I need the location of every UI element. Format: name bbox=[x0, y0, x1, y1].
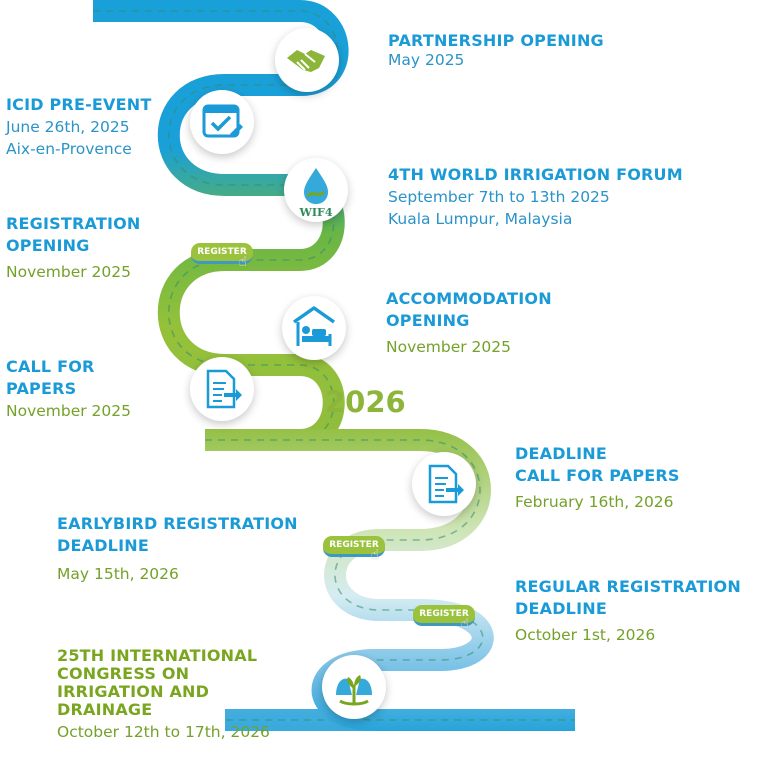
register-button-3[interactable] bbox=[413, 605, 475, 632]
event-icid-pre-event bbox=[6, 94, 151, 160]
event-date: May 15th, 2026 bbox=[57, 565, 179, 583]
event-title-line: OPENING bbox=[386, 311, 470, 330]
hands-plant-icon bbox=[322, 655, 386, 719]
document-arrow-icon bbox=[412, 452, 476, 516]
event-title-line: DEADLINE bbox=[515, 599, 607, 618]
event-date: February 16th, 2026 bbox=[515, 493, 674, 511]
event-title-line: CALL FOR PAPERS bbox=[515, 466, 680, 485]
event-earlybird-registration-deadline bbox=[57, 513, 298, 585]
event-date: November 2025 bbox=[386, 338, 512, 356]
event-title-line: ACCOMMODATION bbox=[386, 289, 552, 308]
event-title-line: DEADLINE bbox=[57, 536, 149, 555]
event-registration-opening bbox=[6, 213, 141, 283]
event-regular-registration-deadline bbox=[515, 576, 741, 646]
pointer-hand-icon: ☝ bbox=[370, 547, 379, 563]
event-date: November 2025 bbox=[6, 263, 132, 281]
event-date: November 2025 bbox=[6, 402, 132, 420]
event-title-line: 25TH INTERNATIONAL bbox=[57, 646, 258, 665]
event-title-line: DEADLINE bbox=[515, 444, 607, 463]
event-date: June 26th, 2025 bbox=[6, 118, 130, 136]
register-label: REGISTER bbox=[419, 609, 469, 619]
event-location: Kuala Lumpur, Malaysia bbox=[388, 210, 573, 228]
event-title-line: EARLYBIRD REGISTRATION bbox=[57, 514, 298, 533]
event-date: October 12th to 17th, 2026 bbox=[57, 723, 270, 741]
event-title-line: IRRIGATION AND bbox=[57, 682, 210, 701]
event-date: October 1st, 2026 bbox=[515, 626, 656, 644]
handshake-icon bbox=[275, 28, 339, 92]
event-international-congress bbox=[57, 647, 270, 743]
event-title-line: DRAINAGE bbox=[57, 700, 153, 719]
register-button-1[interactable] bbox=[191, 243, 253, 270]
event-title: PARTNERSHIP OPENING bbox=[388, 31, 604, 50]
pointer-hand-icon: ☝ bbox=[460, 616, 469, 632]
pointer-hand-icon: ☝ bbox=[238, 254, 247, 270]
wif4-logo-icon bbox=[284, 158, 348, 222]
event-date: September 7th to 13th 2025 bbox=[388, 188, 610, 206]
event-title-line: OPENING bbox=[6, 236, 90, 255]
event-call-for-papers bbox=[6, 356, 131, 422]
year-label: 2026 bbox=[325, 385, 406, 419]
event-title-line: REGULAR REGISTRATION bbox=[515, 577, 741, 596]
register-label: REGISTER bbox=[329, 540, 379, 550]
register-label: REGISTER bbox=[197, 247, 247, 257]
bed-house-icon bbox=[282, 296, 346, 360]
wif4-label: WIF4 bbox=[299, 206, 333, 219]
event-title-line: CONGRESS ON bbox=[57, 664, 190, 683]
event-title: ICID PRE-EVENT bbox=[6, 95, 152, 114]
event-date: May 2025 bbox=[388, 51, 465, 69]
event-title-line: REGISTRATION bbox=[6, 214, 141, 233]
event-title-line: PAPERS bbox=[6, 379, 77, 398]
event-partnership-opening bbox=[388, 30, 604, 71]
document-arrow-icon bbox=[190, 357, 254, 421]
event-title: 4TH WORLD IRRIGATION FORUM bbox=[388, 165, 683, 184]
calendar-check-icon bbox=[190, 90, 254, 154]
register-button-2[interactable] bbox=[323, 536, 385, 563]
event-accommodation-opening bbox=[386, 288, 552, 358]
event-title-line: CALL FOR bbox=[6, 357, 95, 376]
event-location: Aix-en-Provence bbox=[6, 140, 132, 158]
event-world-irrigation-forum bbox=[388, 164, 683, 230]
event-deadline-call-for-papers bbox=[515, 443, 680, 513]
